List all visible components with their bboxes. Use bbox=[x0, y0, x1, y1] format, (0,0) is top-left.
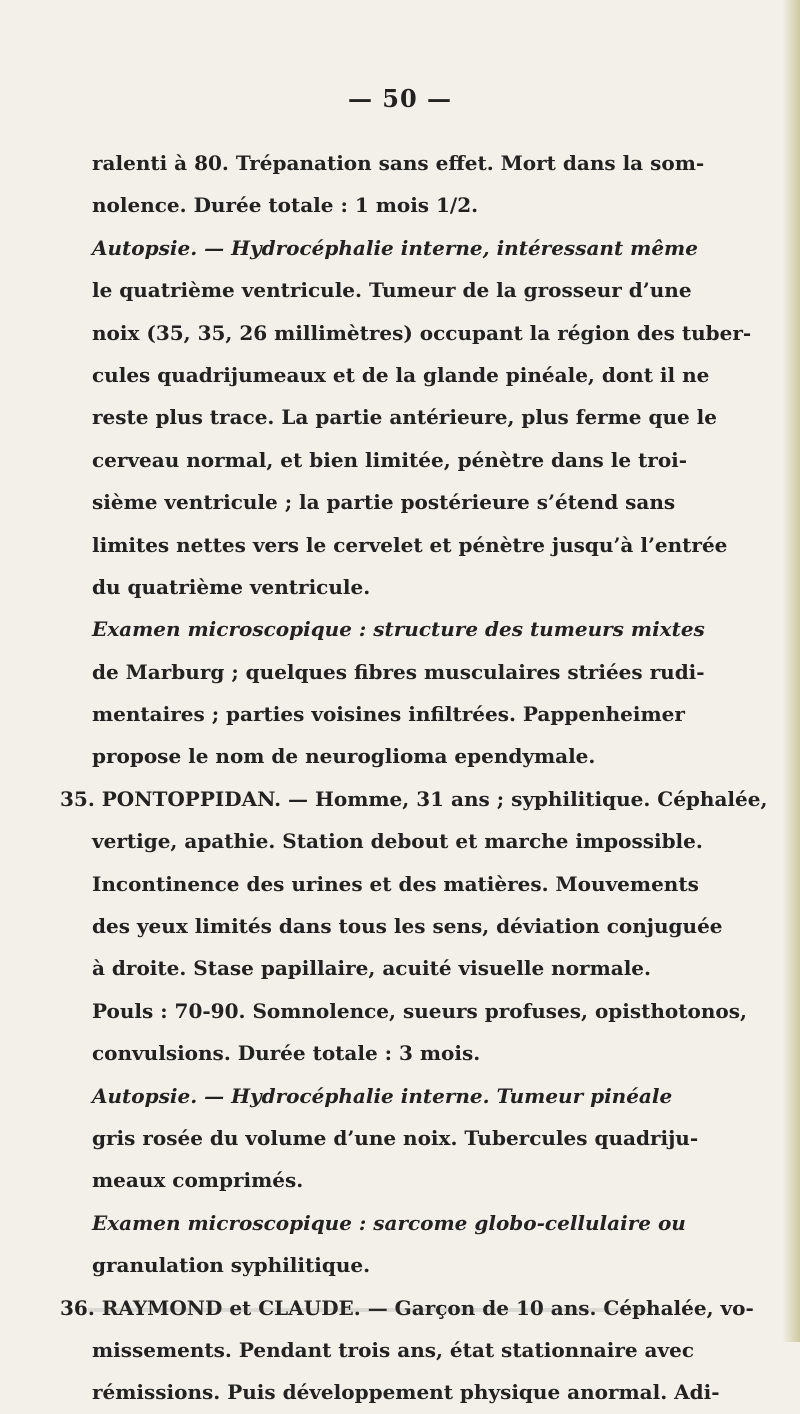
text-line-2: nolence. Durée totale : 1 mois 1/2. bbox=[92, 193, 479, 218]
text-line-13: de Marburg ; quelques fibres musculaires striées rudi- bbox=[92, 659, 705, 684]
text-line-28: 36. RAYMOND et CLAUDE. — Garçon de 10 ans. Céphalée, vo- bbox=[60, 1295, 754, 1320]
text-line-14: mentaires ; parties voisines infiltrées. Pappenheimer bbox=[92, 702, 685, 727]
text-line-9: sième ventricule ; la partie postérieure s’étend sans bbox=[92, 490, 676, 515]
page-number: — 50 — bbox=[347, 84, 453, 113]
text-line-25: meaux comprimés. bbox=[92, 1168, 304, 1193]
text-line-17: vertige, apathie. Station debout et marche impossible. bbox=[92, 829, 703, 854]
text-line-27: granulation syphilitique. bbox=[92, 1253, 371, 1278]
text-line-18: Incontinence des urines et des matières. Mouvements bbox=[92, 871, 699, 896]
text-line-29: missements. Pendant trois ans, état stationnaire avec bbox=[92, 1337, 695, 1362]
text-line-22: convulsions. Durée totale : 3 mois. bbox=[92, 1041, 481, 1066]
text-line-24: gris rosée du volume d’une noix. Tubercules quadriju- bbox=[92, 1125, 699, 1150]
scan-smudge bbox=[88, 1308, 648, 1312]
text-line-21: Pouls : 70-90. Somnolence, sueurs profuses, opisthotonos, bbox=[92, 998, 747, 1023]
text-line-8: cerveau normal, et bien limitée, pénètre dans le troi- bbox=[92, 447, 688, 472]
text-line-10: limites nettes vers le cervelet et pénètre jusqu’à l’entrée bbox=[92, 532, 728, 557]
text-line-26: Examen microscopique : sarcome globo-cellulaire ou bbox=[92, 1210, 686, 1235]
text-line-5: noix (35, 35, 26 millimètres) occupant la région des tuber- bbox=[92, 320, 752, 345]
page-edge bbox=[782, 0, 800, 1342]
text-line-30: rémissions. Puis développement physique anormal. Adi- bbox=[92, 1380, 720, 1405]
text-line-7: reste plus trace. La partie antérieure, plus ferme que le bbox=[92, 405, 717, 430]
text-line-19: des yeux limités dans tous les sens, déviation conjuguée bbox=[92, 914, 723, 939]
text-line-12: Examen microscopique : structure des tumeurs mixtes bbox=[92, 617, 705, 642]
text-line-4: le quatrième ventricule. Tumeur de la grosseur d’une bbox=[92, 278, 692, 303]
text-line-6: cules quadrijumeaux et de la glande pinéale, dont il ne bbox=[92, 362, 710, 387]
text-line-23: Autopsie. — Hydrocéphalie interne. Tumeur pinéale bbox=[92, 1083, 673, 1108]
text-line-15: propose le nom de neuroglioma ependymale. bbox=[92, 744, 596, 769]
text-line-20: à droite. Stase papillaire, acuité visuelle normale. bbox=[92, 956, 651, 981]
text-block bbox=[60, 142, 768, 1414]
text-line-3: Autopsie. — Hydrocéphalie interne, intéressant même bbox=[92, 235, 698, 260]
text-line-11: du quatrième ventricule. bbox=[92, 574, 371, 599]
text-line-1: ralenti à 80. Trépanation sans effet. Mort dans la som- bbox=[92, 151, 705, 175]
text-line-16: 35. PONTOPPIDAN. — Homme, 31 ans ; syphilitique. Céphalée, bbox=[60, 786, 768, 811]
